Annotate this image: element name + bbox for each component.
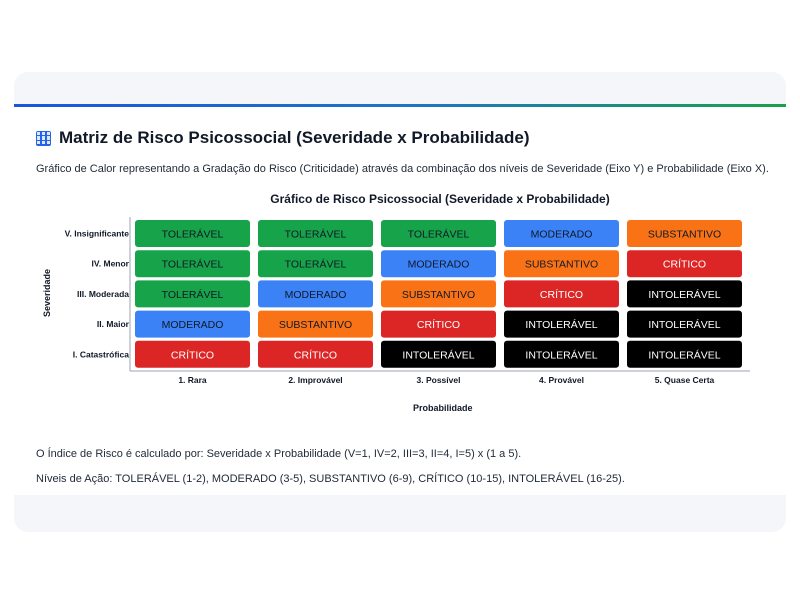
heatmap-cell-label: INTOLERÁVEL [648, 319, 721, 332]
x-tick-label: 3. Possível [416, 375, 461, 385]
chart-title: Gráfico de Risco Psicossocial (Severidade x Probabilidade) [270, 192, 610, 206]
heatmap-cell-label: SUBSTANTIVO [278, 319, 353, 332]
page-description: Gráfico de Calor representando a Gradação do Risco (Criticidade) através da combinação dos níveis de Severidade (Eixo Y) e Probabilidade (Eixo X). [36, 163, 769, 175]
heatmap-cell-label: INTOLERÁVEL [648, 288, 721, 301]
y-tick-label: II. Maior [96, 319, 129, 330]
heatmap-cell-label: TOLERÁVEL [161, 228, 224, 241]
heatmap-cell-label: TOLERÁVEL [284, 228, 347, 241]
y-tick-label: V. Insignificante [64, 228, 129, 239]
heatmap-cell-label: INTOLERÁVEL [402, 349, 475, 362]
x-tick-label: 4. Provável [539, 375, 584, 385]
heatmap-cell-label: INTOLERÁVEL [525, 349, 598, 362]
x-axis-label: Probabilidade [413, 403, 473, 413]
y-axis-label: Severidade [42, 268, 52, 318]
x-tick-labels [178, 375, 714, 385]
page-title: Matriz de Risco Psicossocial (Severidade x Probabilidade) [59, 128, 530, 147]
heatmap-cell-label: CRÍTICO [293, 349, 338, 362]
heatmap-cell-label: CRÍTICO [416, 319, 461, 332]
formula-note: O Índice de Risco é calculado por: Severidade x Probabilidade (V=1, IV=2, III=3, II=4, I=5) x (1 a 5). [36, 448, 522, 460]
levels-note: Níveis de Ação: TOLERÁVEL (1-2), MODERADO (3-5), SUBSTANTIVO (6-9), CRÍTICO (10-15), INTOLERÁVEL (16-25). [36, 473, 625, 485]
heatmap-cell-label: TOLERÁVEL [284, 258, 347, 271]
heatmap-cell-label: SUBSTANTIVO [524, 258, 599, 271]
heatmap-cell-label: MODERADO [407, 258, 470, 271]
heatmap-cell-label: SUBSTANTIVO [401, 288, 476, 301]
heatmap-cell-label: CRÍTICO [662, 258, 707, 271]
heatmap-cell-label: MODERADO [530, 228, 593, 241]
heatmap-cell-label: MODERADO [284, 288, 347, 301]
y-tick-label: I. Catastrófica [72, 349, 129, 360]
x-tick-label: 1. Rara [178, 375, 207, 385]
x-tick-label: 5. Quase Certa [654, 375, 715, 385]
y-tick-label: IV. Menor [91, 258, 129, 269]
heatmap-cell-label: TOLERÁVEL [161, 258, 224, 271]
heatmap-cell-label: SUBSTANTIVO [647, 228, 722, 241]
heatmap-cell-label: TOLERÁVEL [407, 228, 470, 241]
heatmap-cell-label: CRÍTICO [539, 288, 584, 301]
y-tick-labels [65, 229, 130, 360]
heatmap-cell-label: CRÍTICO [170, 349, 215, 362]
heatmap-cell-label: TOLERÁVEL [161, 288, 224, 301]
card-footer-background [14, 495, 786, 532]
heatmap-cell-label: INTOLERÁVEL [648, 349, 721, 362]
y-tick-label: III. Moderada [77, 288, 129, 299]
heatmap-cell-label: INTOLERÁVEL [525, 319, 598, 332]
heatmap-cell-label: MODERADO [161, 319, 224, 332]
heatmap-cells [135, 220, 742, 368]
x-tick-label: 2. Improvável [288, 375, 343, 385]
